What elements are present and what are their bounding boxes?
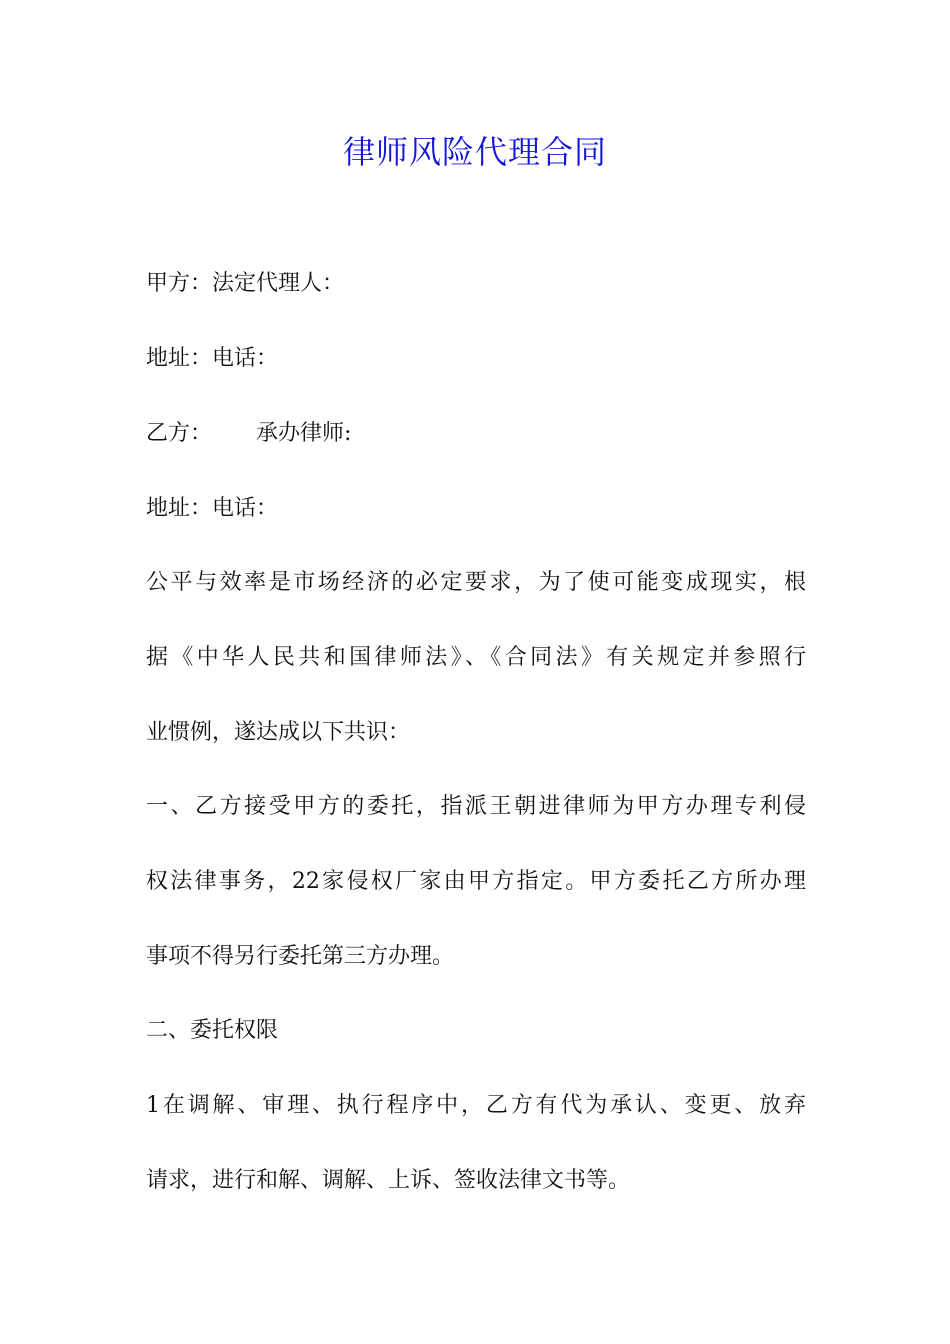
preamble-line-1: 公平与效率是市场经济的必定要求，为了使可能变成现实，根 xyxy=(146,570,806,595)
party-a-line: 甲方：法定代理人： xyxy=(146,271,345,296)
clause-1-line-2: 权法律事务，22家侵权厂家由甲方指定。甲方委托乙方所办理 xyxy=(146,869,806,894)
party-b-line xyxy=(146,418,806,450)
clause-2-item-1-line-2: 请求，进行和解、调解、上诉、签收法律文书等。 xyxy=(146,1168,631,1193)
clause-1-line-1: 一、乙方接受甲方的委托，指派王朝进律师为甲方办理专利侵 xyxy=(146,794,806,819)
document-title: 律师风险代理合同 xyxy=(342,133,607,171)
preamble-line-2: 据《中华人民共和国律师法》、《合同法》有关规定并参照行 xyxy=(146,645,806,670)
clause-2-item-1-line-1: 1在调解、审理、执行程序中，乙方有代为承认、变更、放弃 xyxy=(146,1093,806,1118)
preamble-line-3: 业惯例，遂达成以下共识： xyxy=(146,720,411,745)
clause-2-heading: 二、委托权限 xyxy=(146,1018,279,1043)
clause-1-line-3: 事项不得另行委托第三方办理。 xyxy=(146,944,455,969)
party-b-address: 地址：电话： xyxy=(146,496,279,521)
party-b-label: 乙方： xyxy=(146,421,213,446)
party-b-lawyer: 承办律师: xyxy=(256,421,352,446)
party-a-address: 地址：电话： xyxy=(146,346,279,371)
